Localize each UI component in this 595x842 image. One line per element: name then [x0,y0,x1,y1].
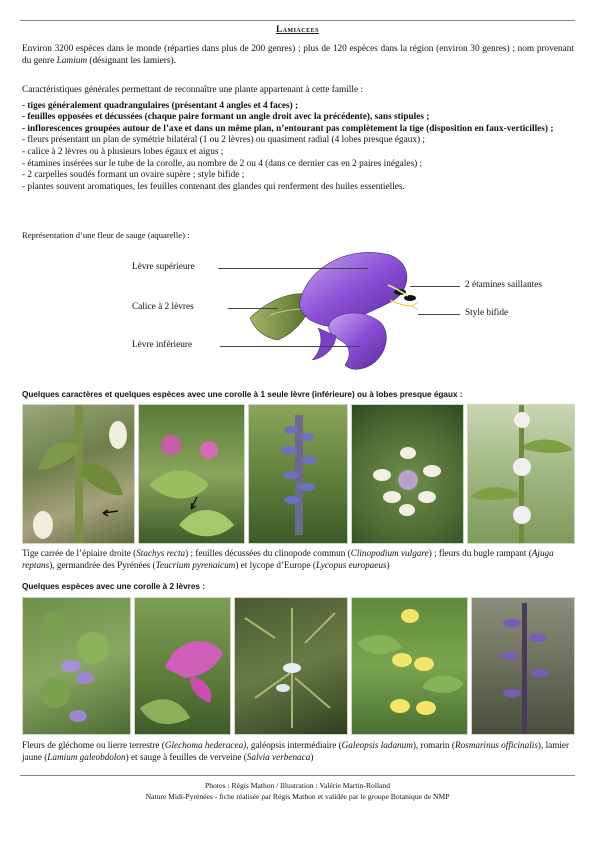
cap1-species: Clinopodium vulgare [350,548,429,558]
cap1-species: Stachys recta [136,548,186,558]
cap2-species: Rosmarinus officinalis [454,740,538,750]
photo-lycopus-europaeus [467,404,575,544]
pointer-lower-lip [220,346,360,347]
cap2-part: Fleurs de gléchome ou lierre terrestre ( [22,740,165,750]
photo-galeopsis-ladanum [134,597,231,735]
cap2-part: ) et sauge à feuilles de verveine ( [125,751,247,762]
photo-lamium-galeobdolon [351,597,468,735]
photo-teucrium-pyrenaicum [351,404,464,544]
label-stamens: 2 étamines saillantes [465,280,542,290]
cap2-part: ), lamier jaune ( [22,740,570,762]
char-item: - calice à 2 lèvres ou à plusieurs lobes égaux et aigus ; [22,146,224,157]
pointer-style [418,314,460,315]
cap2-species: Galeopsis ladanum [341,740,413,750]
char-item: - 2 carpelles soudés formant un ovaire supère ; style bifide ; [22,170,245,181]
section1-caption [22,548,574,571]
cap1-part: ) [386,559,390,570]
footer-rule [20,775,575,776]
intro-genus: Lamium [56,55,88,66]
photo-clinopodium-vulgare [138,404,245,544]
cap1-part: ), germandrée des Pyrénées ( [49,559,156,570]
cap1-part: Tige carrée de l’épiaire droite ( [22,548,137,558]
cap2-part: ) [310,751,314,762]
label-lower-lip: Lèvre inférieure [132,340,193,350]
label-calyx: Calice à 2 lèvres [132,302,194,312]
photo-ajuga-reptans [248,404,348,544]
photo-rosmarinus-officinalis [234,597,348,735]
flower-caption: Représentation d’une fleur de sauge (aquarelle) : [22,230,190,240]
photo-stachys-recta [22,404,135,544]
cap1-part: ) ; fleurs du bugle rampant ( [428,548,532,558]
intro-paragraph [22,44,574,67]
footer-credits: Photos : Régis Mathon / Illustration : Valérie Martin-Rolland [204,781,391,790]
cap1-part: ) ; feuilles décussées du clinopode commun ( [185,548,351,558]
photo-glechoma-hederacea [22,597,131,735]
pointer-stamens [410,286,460,287]
cap2-species: Glechoma hederacea), [164,740,249,750]
pointer-calyx [228,308,278,309]
cap2-part: ), romarin ( [412,740,455,750]
cap1-part: ) et lycope d’Europe ( [235,559,316,570]
char-bold-item: - tiges généralement quadrangulaires (présentant 4 angles et 4 faces) ; [22,100,299,111]
photo-salvia-verbenaca [471,597,575,735]
label-upper-lip: Lèvre supérieure [132,262,195,272]
char-item: - étamines insérées sur le tube de la corolle, au nombre de 2 ou 4 (dans ce dernier cas en 2 paires inégales) ; [22,158,423,169]
intro-text-2: (désignant les lamiers). [87,55,176,66]
cap2-species: Lamium galeobdolon [47,751,126,762]
cap1-species: Lycopus europaeus [315,559,387,570]
cap2-part: galéopsis intermédiaire ( [248,740,342,750]
char-bold-item: - feuilles opposées et décussées (chaque paire formant un angle droit avec la précédente), sans stipules ; [22,112,430,123]
footer-attribution: Nature Midi-Pyrénées - fiche réalisée par Régis Mathon et validée par le groupe Botanique de NMP [145,792,450,801]
characteristics-heading: Caractéristiques générales permettant de reconnaître une plante appartenant à cette famille : [22,85,363,95]
page-title: Lamiacees [276,24,319,34]
characteristics-block [22,85,574,193]
section1-heading: Quelques caractères et quelques espèces avec une corolle à 1 seule lèvre (inférieure) ou à lobes presque égaux : [22,390,463,399]
section2-heading: Quelques espèces avec une corolle à 2 lèvres : [22,582,205,591]
char-item: - fleurs présentant un plan de symétrie bilatéral (1 ou 2 lèvres) ou quasiment radial (4 lobes presque égaux) ; [22,135,425,146]
cap2-species: Salvia verbenaca [246,751,311,762]
section2-caption [22,740,574,763]
cap1-species: Teucrium pyrenaicum [155,559,236,570]
intro-text-1: Environ 3200 espèces dans le monde (réparties dans plus de 200 genres) ; plus de 120 espèces dans la région (environ 30 genres) ; nom provenant du genre [22,44,574,66]
char-item: - plantes souvent aromatiques, les feuilles contenant des glandes qui renferment des huiles essentielles. [22,181,405,192]
cap1-species: Ajuga reptans [22,548,554,570]
label-style: Style bifide [465,308,509,318]
pointer-upper-lip [218,268,368,269]
char-bold-item: - inflorescences groupées autour de l’axe et dans un même plan, n’entourant pas complètement la tige (disposition en faux-verticilles) ; [22,123,554,134]
sage-flower-illustration [240,240,440,380]
top-rule [20,20,575,21]
